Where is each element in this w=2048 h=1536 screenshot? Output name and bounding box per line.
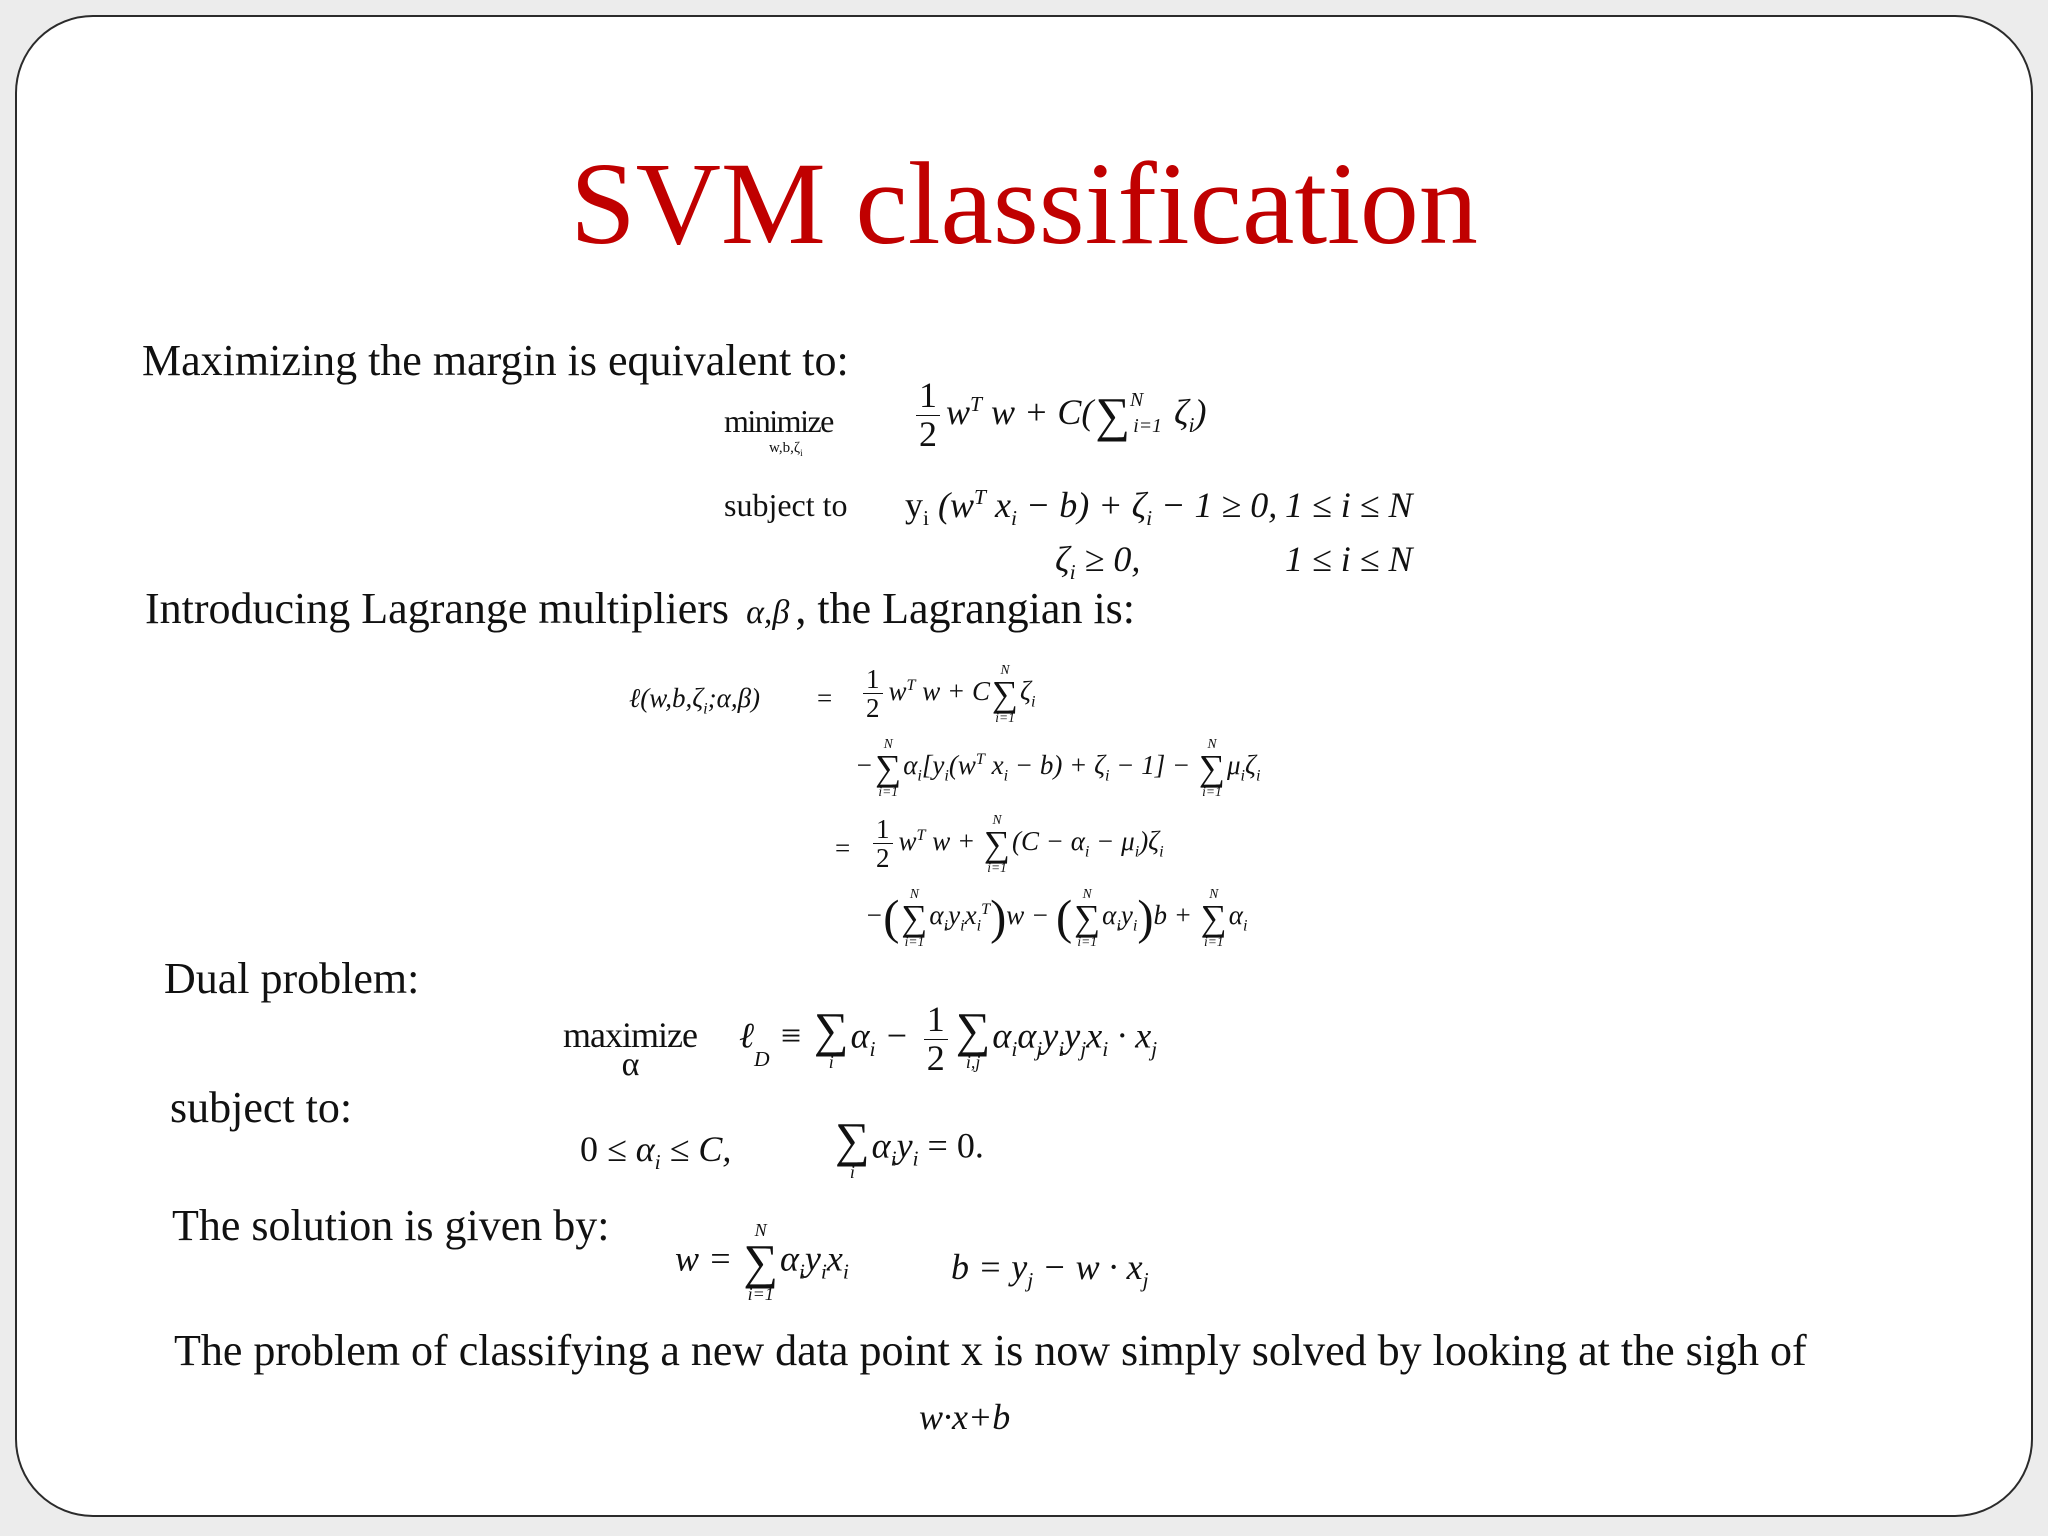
dual-constraint-2: ∑ i $\alpha_iy_i = 0$. <box>835 1113 984 1183</box>
lagrangian-line-1: $\frac{1}{2}$ $w^T$ w + C N ∑ i=1 $\zeta_i$ <box>857 663 1035 725</box>
minimize-label: minimize <box>724 403 833 439</box>
constraint-1-range: 1 ≤ i ≤ N <box>1285 485 1413 525</box>
lagrangian-line-4: −( N ∑ i=1 $\alpha_iy_ix_i^T)w$ − ( N ∑ i=1 $\alpha_iy_i)b$ + N ∑ i=1 $\alpha_i$ <box>865 886 1248 950</box>
equals-sign-2: = <box>835 833 851 863</box>
minimize-subscript: $w,b,\zeta_i$ <box>769 440 803 458</box>
lagrangian-line-3: $\frac{1}{2}$ $w^T$ w + N ∑ i=1 $(C - \alpha_i - \mu_i)\zeta_i$ <box>867 813 1164 875</box>
slide-title: SVM classification <box>570 138 1478 269</box>
intro-text: Maximizing the margin is equivalent to: <box>142 336 849 385</box>
maximize-label: maximize α <box>563 1015 697 1083</box>
dual-heading: Dual problem: <box>164 954 420 1003</box>
slide <box>15 15 2033 1517</box>
conclusion-text: The problem of classifying a new data point x is now simply solved by looking at the sigh of <box>174 1326 1807 1375</box>
subject-heading: subject to: <box>170 1083 353 1132</box>
primal-constraint-2: $\zeta_i \ge 0$, <box>1055 539 1141 585</box>
solution-b: $b = y_j - w \cdot x_j$ <box>951 1247 1149 1293</box>
lagrange-multipliers: α,β <box>746 594 790 631</box>
lagrangian-line-2: − N ∑ i=1 $\alpha_i[y_i(w^T$ $x_i - b) + \zeta_i - 1$] − N ∑ i=1 $\mu_i\zeta_i$ <box>855 736 1261 800</box>
primal-objective: $\frac{1}{2}$ $w^T$ w + C( ∑ $^N_{i=1}$ $\zeta_i$) <box>910 377 1207 454</box>
final-expression: w·x+b <box>919 1397 1011 1437</box>
solution-w: w = N ∑ i=1 $\alpha_iy_ix_i$ <box>675 1220 849 1305</box>
dual-constraint-1: $0 \le \alpha_i \le C$, <box>580 1129 732 1175</box>
lagrange-intro: Introducing Lagrange multipliers α,β , the Lagrangian is: <box>145 584 1136 633</box>
primal-constraint-1: $y_i$ ($w^T$ $x_i - b) + \zeta_i - 1 \ge 0$, <box>905 485 1278 531</box>
lagrangian-lhs: $\ell(w,b,\zeta_i;\alpha,\beta)$ <box>629 683 761 718</box>
subject-to-label: subject to <box>724 487 848 523</box>
equals-sign-1: = <box>817 683 833 713</box>
dual-objective: ℓ$_D$ ≡ ∑ i $\alpha_i$ − $\frac{1}{2}$ ∑ i,j $\alpha_i\alpha_jy_iy_jx_i \cdot x_j$ <box>739 999 1158 1078</box>
constraint-2-range: 1 ≤ i ≤ N <box>1285 539 1413 579</box>
solution-heading: The solution is given by: <box>172 1201 610 1250</box>
